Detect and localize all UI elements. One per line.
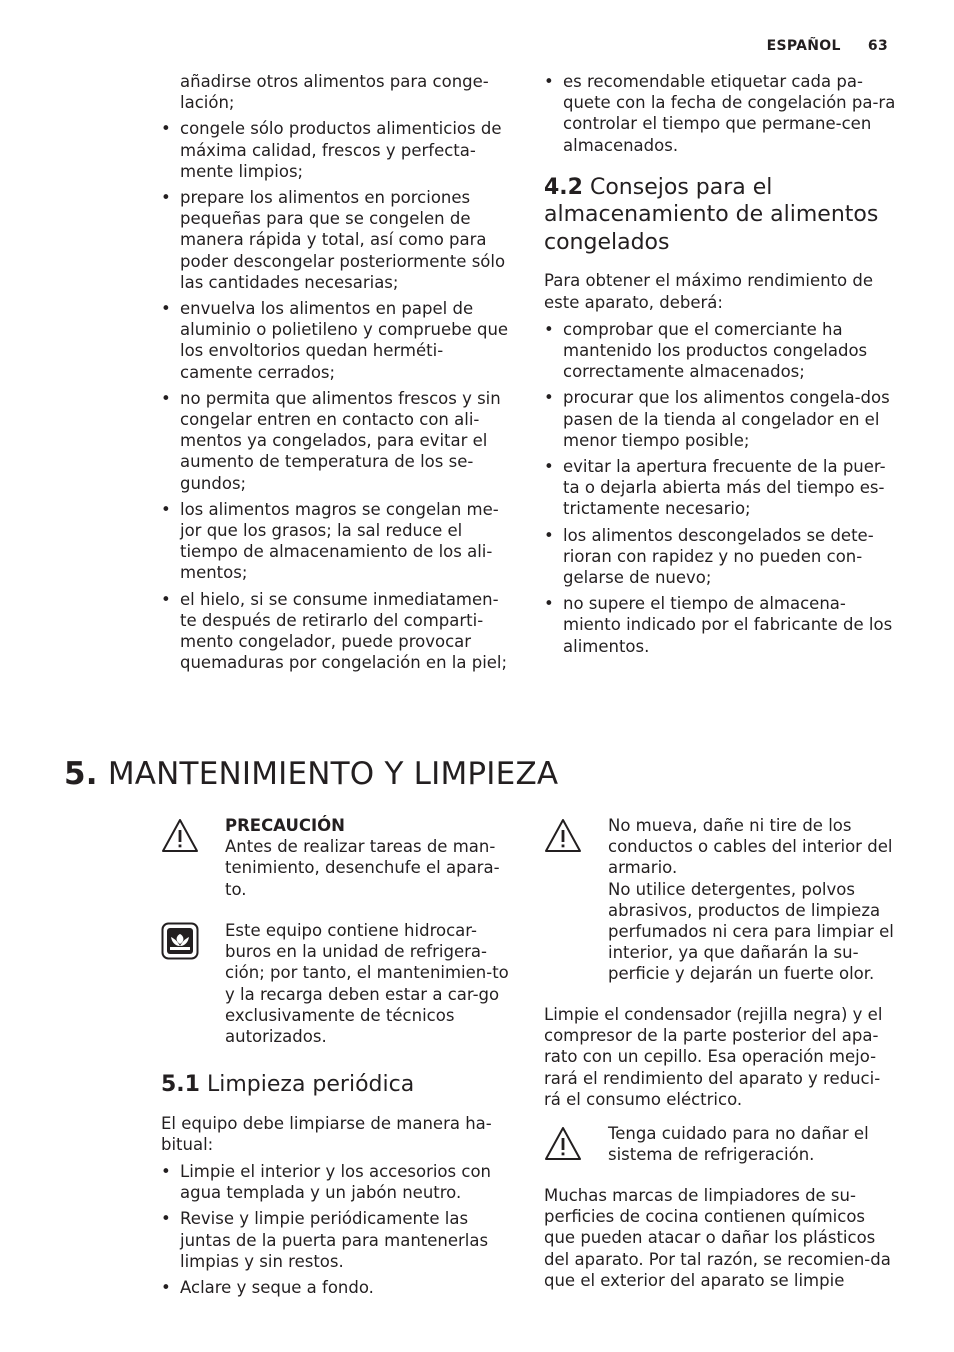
list-item: • los alimentos magros se congelan me-jor que los grasos; la sal reduce el tiempo de almacenamiento de los ali-mentos; (161, 499, 513, 584)
list-item: • congele sólo productos alimenticios de máxima calidad, frescos y perfecta-mente limpios; (161, 118, 513, 182)
caution-text: Antes de realizar tareas de man-tenimiento, desenchufe el apara-to. (225, 837, 500, 899)
warning-text-refrigeration: Tenga cuidado para no dañar el sistema de refrigeración. (608, 1124, 869, 1165)
caution-notice (161, 815, 513, 905)
list-item: • envuelva los alimentos en papel de aluminio o polietileno y compruebe que los envoltorios quedan herméti-camente cerrados; (161, 298, 513, 383)
intro-paragraph: Para obtener el máximo rendimiento de este aparato, deberá: (544, 271, 874, 312)
subsection-number: 5.1 (161, 1072, 200, 1097)
list-item: • Limpie el interior y los accesorios con agua templada y un jabón neutro. (161, 1161, 513, 1203)
list-item: • comprobar que el comerciante ha mantenido los productos congelados correctamente almacenados; (544, 319, 896, 383)
freezing-tips-list (161, 118, 513, 673)
list-item: • prepare los alimentos en porciones pequeñas para que se congelen de manera rápida y total, así como para poder descongelar posteriormente sólo las cantidades necesarias; (161, 187, 513, 293)
caution-text-block (225, 815, 515, 900)
warning-triangle-icon (161, 817, 199, 855)
warning-triangle-icon (544, 817, 582, 855)
section-title-text: MANTENIMIENTO Y LIMPIEZA (107, 756, 559, 792)
subsection-title: Consejos para el almacenamiento de alimentos congelados (544, 174, 879, 255)
list-item: • evitar la apertura frecuente de la puer-ta o dejarla abierta más del tiempo es-trictamente necesario; (544, 456, 896, 520)
section-number: 5. (64, 756, 98, 792)
warning-text-cables: No mueva, dañe ni tire de los conductos o cables del interior del armario. (608, 816, 893, 878)
section-title (64, 756, 558, 792)
list-item: • Aclare y seque a fondo. (161, 1277, 513, 1298)
list-item: • no supere el tiempo de almacena-miento indicado por el fabricante de los alimentos. (544, 593, 896, 657)
subsection-number: 4.2 (544, 174, 583, 200)
subsection-title: Limpieza periódica (206, 1072, 415, 1097)
environment-leaf-icon (161, 922, 199, 960)
right-column-top (544, 71, 896, 662)
intro-paragraph: El equipo debe limpiarse de manera ha-bitual: (161, 1113, 492, 1154)
list-item: • los alimentos descongelados se dete-rioran con rapidez y no pueden con-gelarse de nuevo; (544, 525, 896, 589)
cleaners-paragraph: Muchas marcas de limpiadores de su-perficies de cocina contienen químicos que pueden atacar o dañar los plásticos del aparato. Por tal razón, se recomien-da que el exterior del aparato se limpie (544, 1186, 891, 1290)
labeling-tip-list (544, 71, 896, 156)
list-item: • es recomendable etiquetar cada pa-quete con la fecha de congelación pa-ra controlar el tiempo que permane-cen almacenados. (544, 71, 896, 156)
condenser-paragraph: Limpie el condensador (rejilla negra) y el compresor de la parte posterior del apa-rato con un cepillo. Esa operación mejo-rará el rendimiento del aparato y reduci-rá el consumo eléctrico. (544, 1005, 883, 1109)
language-label: ESPAÑOL (766, 38, 841, 54)
list-item: • no permita que alimentos frescos y sin congelar entren en contacto con ali-mentos ya congelados, para evitar el aumento de temperatura de los se-gundos; (161, 388, 513, 494)
page-header (745, 38, 888, 54)
warning-notice-cables (544, 815, 896, 990)
storage-tips-list (544, 319, 896, 657)
list-item: • el hielo, si se consume inmediatamen-te después de retirarlo del comparti-mento congelador, puede provocar quemaduras por congelación en la piel; (161, 589, 513, 674)
cleaning-steps-list (161, 1161, 513, 1298)
warning-text-block (608, 815, 898, 985)
environment-text: Este equipo contiene hidrocar-buros en la unidad de refrigera-ción; por tanto, el mantenimien-to y la recarga deben estar a car-go exclusivamente de técnicos autorizados. (225, 921, 509, 1047)
list-item: • procurar que los alimentos congela-dos pasen de la tienda al congelador en el menor tiempo posible; (544, 387, 896, 451)
list-item: • Revise y limpie periódicamente las juntas de la puerta para mantenerlas limpias y sin restos. (161, 1208, 513, 1272)
left-column-bottom (161, 1071, 513, 1303)
warning-triangle-icon (544, 1125, 582, 1163)
page-number: 63 (867, 38, 888, 54)
caution-label: PRECAUCIÓN (225, 816, 345, 835)
continued-text: añadirse otros alimentos para conge-lación; (180, 72, 489, 113)
left-column-top (161, 71, 513, 678)
warning-text-detergents: No utilice detergentes, polvos abrasivos, productos de limpieza perfumados ni cera para limpiar el interior, ya que dañarán la su-perficie y dejarán un fuerte olor. (608, 879, 894, 984)
warning-notice-refrigeration (544, 1123, 896, 1173)
environment-notice (161, 920, 513, 1050)
subsection-heading-5-1 (161, 1071, 513, 1099)
subsection-heading-4-2 (544, 174, 896, 257)
